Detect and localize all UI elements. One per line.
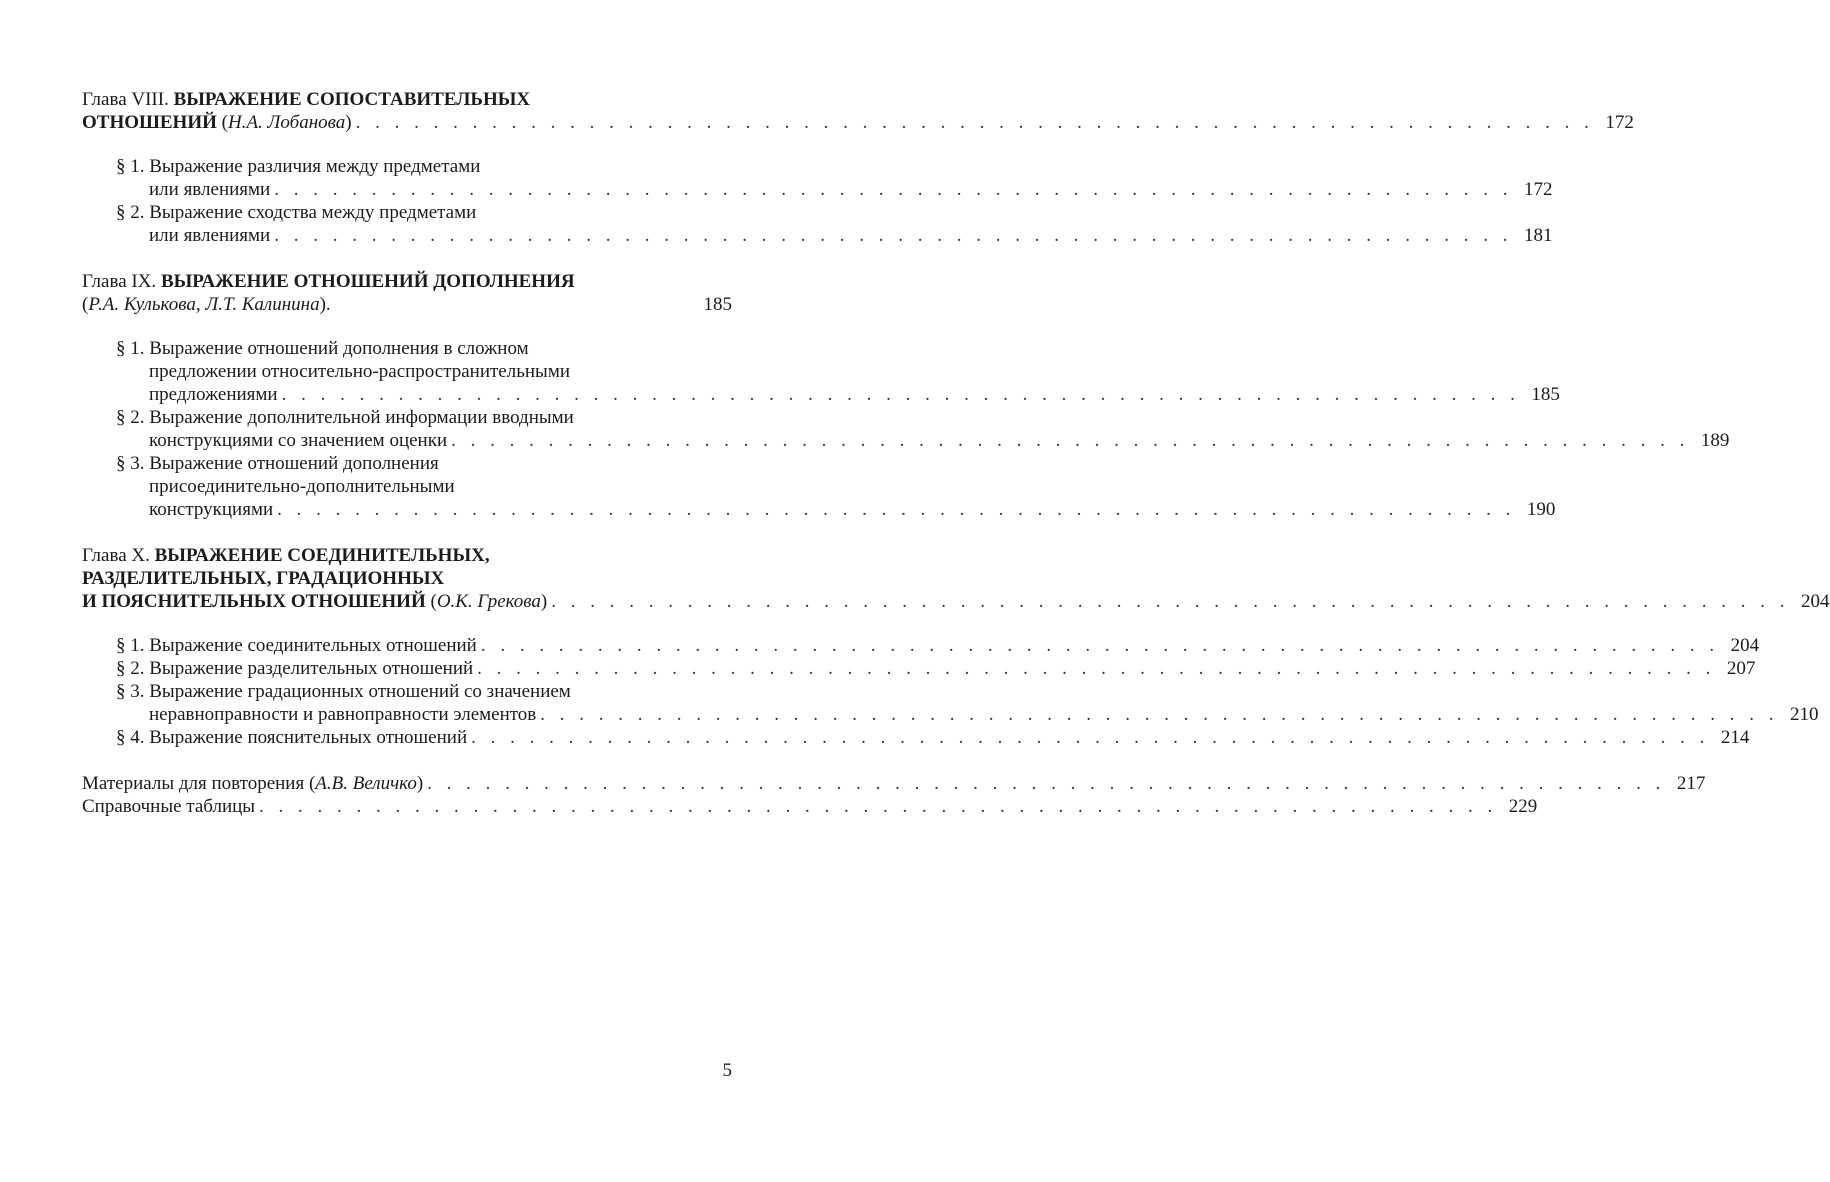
ch10-section-1-entry[interactable] — [82, 634, 1760, 657]
ch9-section-1-line3: предложениями — [149, 384, 278, 405]
leader-dots: . . . . . . . . . . . . . . . . . . . . . . . . . . . . . . . . . . . . . . . . . . . . . . . . . . . . . . . . . . . . . . . . — [480, 635, 1720, 656]
chapter-10-page: 204 — [1801, 591, 1830, 612]
materials-entry[interactable] — [82, 772, 1706, 795]
chapter-9-entry[interactable] — [82, 293, 732, 316]
leader-dots: . . . . . . . . . . . . . . . . . . . . . . . . . . . . . . . . . . . . . . . . . . . . . . . . . . . . . . . . . . . . . . . . — [259, 796, 1498, 817]
ch8-section-2-page: 181 — [1523, 225, 1553, 246]
leader-dots: . . . . . . . . . . . . . . . . . . . . . . . . . . . . . . . . . . . . . . . . . . . . . . . . . . . . . . . . . . . . . . . . — [540, 704, 1779, 725]
chapter-10-title-line2: РАЗДЕЛИТЕЛЬНЫХ, ГРАДАЦИОННЫХ — [82, 568, 445, 589]
ch9-section-3-page: 190 — [1526, 499, 1556, 520]
materials-title: Материалы для повторения ( — [82, 773, 316, 794]
chapter-9-author: Р.А. Кулькова, Л.Т. Калинина — [88, 294, 320, 315]
chapter-10-title-line3: И ПОЯСНИТЕЛЬНЫХ ОТНОШЕНИЙ — [82, 591, 426, 612]
ch8-section-1-line1[interactable]: § 1. Выражение различия между предметами — [116, 156, 481, 177]
tables-page: 229 — [1508, 796, 1538, 817]
leader-dots: . . . . . . . . . . . . . . . . . . . . . . . . . . . . . . . . . . . . . . . . . . . . . . . . . . . . . . . . . . . . . . . . — [277, 499, 1516, 520]
leader-dots: . . . . . . . . . . . . . . . . . . . . . . . . . . . . . . . . . . . . . . . . . . . . . . . . . . . . . . . . . . . . . . . . — [355, 112, 1594, 133]
chapter-8-title-line1: ВЫРАЖЕНИЕ СОПОСТАВИТЕЛЬНЫХ — [173, 89, 531, 110]
leader-dots: . . . . . . . . . . . . . . . . . . . . . . . . . . . . . . . . . . . . . . . . . . . . . . . . . . . . . . . . . . . . . . . . — [451, 430, 1690, 451]
chapter-8-author: Н.А. Лобанова — [227, 112, 346, 133]
ch10-section-3-line1[interactable]: § 3. Выражение градационных отношений со значением — [116, 681, 571, 702]
ch10-section-2-page: 207 — [1726, 658, 1756, 679]
ch9-section-1-line1[interactable]: § 1. Выражение отношений дополнения в сложном — [116, 338, 529, 359]
chapter-10-prefix: Глава X. — [82, 545, 155, 566]
ch8-section-2-entry[interactable] — [82, 224, 1553, 247]
ch8-section-1-line2: или явлениями — [149, 179, 271, 200]
leader-dots: . . . . . . . . . . . . . . . . . . . . . . . . . . . . . . . . . . . . . . . . . . . . . . . . . . . . . . . . . . . . . . . . — [427, 773, 1666, 794]
ch9-section-2-page: 189 — [1700, 430, 1730, 451]
ch8-section-2-line1[interactable]: § 2. Выражение сходства между предметами — [116, 202, 477, 223]
chapter-9-heading — [82, 270, 732, 293]
ch9-section-1-page: 185 — [1531, 384, 1560, 405]
ch9-section-3-entry[interactable] — [82, 498, 1556, 521]
ch8-section-2-line2: или явлениями — [149, 225, 271, 246]
chapter-10-title-line2-row — [82, 567, 732, 590]
ch9-section-1-line2: предложении относительно-распространительными — [149, 361, 571, 382]
ch10-section-4-entry[interactable] — [82, 726, 1750, 749]
leader-dots: . . . . . . . . . . . . . . . . . . . . . . . . . . . . . . . . . . . . . . . . . . . . . . . . . . . . . . . . . . . . . . . . — [281, 384, 1520, 405]
ch10-section-2-title: § 2. Выражение разделительных отношений — [116, 658, 474, 679]
chapter-9-page: 185 — [703, 294, 732, 315]
leader-dots: . . . . . . . . . . . . . . . . . . . . . . . . . . . . . . . . . . . . . . . . . . . . . . . . . . . . . . . . . . . . . . . . — [551, 591, 1790, 612]
ch9-section-3-line3: конструкциями — [149, 499, 274, 520]
leader-dots: . . . . . . . . . . . . . . . . . . . . . . . . . . . . . . . . . . . . . . . . . . . . . . . . . . . . . . . . . . . . . . . . — [477, 658, 1716, 679]
chapter-8-author-open: ( — [216, 112, 228, 133]
ch10-section-3-line2: неравноправности и равноправности элементов — [149, 704, 537, 725]
ch9-section-3-line2: присоединительно-дополнительными — [149, 476, 455, 497]
ch10-section-3-page: 210 — [1790, 704, 1819, 725]
chapter-10-entry[interactable] — [82, 590, 1830, 613]
materials-page: 217 — [1676, 773, 1706, 794]
chapter-10-heading — [82, 544, 732, 567]
page-number: 5 — [722, 1060, 732, 1081]
chapter-9-author-close: ). — [319, 294, 331, 315]
ch8-section-1-entry[interactable] — [82, 178, 1553, 201]
ch9-section-2-line2: конструкциями со значением оценки — [149, 430, 448, 451]
ch9-section-2-line1[interactable]: § 2. Выражение дополнительной информации вводными — [116, 407, 574, 428]
chapter-10-title-line1: ВЫРАЖЕНИЕ СОЕДИНИТЕЛЬНЫХ, — [154, 545, 490, 566]
materials-author: А.В. Величко — [315, 773, 417, 794]
chapter-8-heading — [82, 88, 732, 111]
ch10-section-1-title: § 1. Выражение соединительных отношений — [116, 635, 477, 656]
leader-dots: . . . . . . . . . . . . . . . . . . . . . . . . . . . . . . . . . . . . . . . . . . . . . . . . . . . . . . . . . . . . . . . . — [274, 225, 1513, 246]
leader-dots: . . . . . . . . . . . . . . . . . . . . . . . . . . . . . . . . . . . . . . . . . . . . . . . . . . . . . . . . . . . . . . . . — [471, 727, 1710, 748]
ch10-section-4-title: § 4. Выражение пояснительных отношений — [116, 727, 468, 748]
leader-dots: . . . . . . . . . . . . . . . . . . . . . . . . . . . . . . . . . . . . . . . . . . . . . . . . . . . . . . . . . . . . . . . . — [274, 179, 1513, 200]
ch10-section-3-entry[interactable] — [82, 703, 1819, 726]
chapter-9-title: ВЫРАЖЕНИЕ ОТНОШЕНИЙ ДОПОЛНЕНИЯ — [160, 271, 575, 292]
chapter-8-page: 172 — [1605, 112, 1634, 133]
table-of-contents — [82, 88, 1830, 818]
tables-entry[interactable] — [82, 795, 1538, 818]
chapter-10-author-open: ( — [425, 591, 437, 612]
chapter-8-prefix: Глава VIII. — [82, 89, 174, 110]
ch9-section-3-line1[interactable]: § 3. Выражение отношений дополнения — [116, 453, 439, 474]
chapter-8-title-line2: ОТНОШЕНИЙ — [82, 112, 217, 133]
ch10-section-4-page: 214 — [1720, 727, 1750, 748]
chapter-8-author-close: ) — [345, 112, 352, 133]
chapter-9-prefix: Глава IX. — [82, 271, 161, 292]
ch8-section-1-page: 172 — [1523, 179, 1553, 200]
ch9-section-1-entry[interactable] — [82, 383, 1560, 406]
ch10-section-1-page: 204 — [1730, 635, 1760, 656]
chapter-8-entry[interactable] — [82, 111, 1634, 134]
chapter-10-author-close: ) — [540, 591, 548, 612]
chapter-9-author-open: ( — [82, 294, 89, 315]
materials-author-close: ) — [416, 773, 424, 794]
tables-title: Справочные таблицы — [82, 796, 256, 817]
ch9-section-2-entry[interactable] — [82, 429, 1730, 452]
chapter-10-author: О.К. Грекова — [436, 591, 541, 612]
ch10-section-2-entry[interactable] — [82, 657, 1756, 680]
